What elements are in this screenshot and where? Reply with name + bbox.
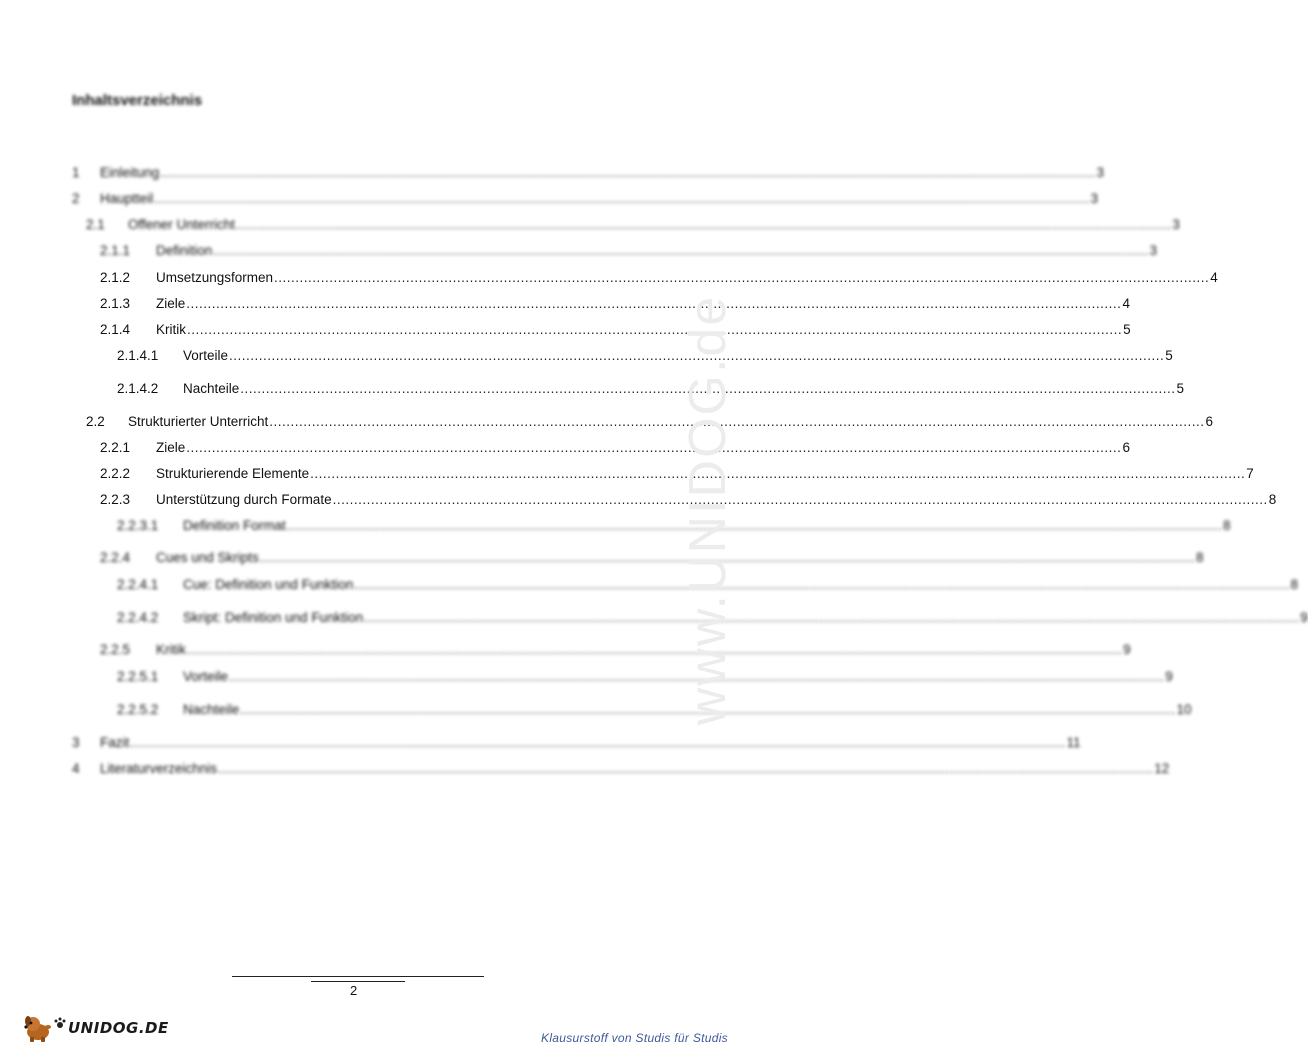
toc-leader: Definition ............................................................................................................................................................................................................................ 3 — [156, 241, 642, 261]
toc-number: 2 — [72, 191, 80, 206]
toc-title: Fazit — [100, 735, 130, 750]
toc-page: 3 — [1096, 165, 1104, 180]
toc-page: 5 — [1123, 322, 1131, 337]
toc-page: 8 — [1222, 518, 1231, 533]
toc-entry — [0, 667, 1173, 687]
toc-leader: Kritik ............................................................................................................................................................................................................................ 5 — [156, 320, 642, 340]
toc-title: Vorteile — [183, 669, 229, 684]
toc-entry — [0, 759, 1170, 779]
toc-page: 3 — [1149, 243, 1157, 258]
toc-title: Definition — [156, 243, 213, 258]
unidog-logo — [22, 1013, 169, 1043]
toc-title: Literaturverzeichnis — [100, 761, 218, 776]
toc-page: 8 — [1195, 550, 1204, 565]
toc-title: Nachteile — [183, 702, 240, 717]
toc-number: 2.2.5.1 — [117, 669, 159, 684]
page-number: 2 — [350, 983, 358, 998]
toc-title: Strukturierter Unterricht — [128, 414, 269, 429]
toc-number: 2.1 — [86, 217, 105, 232]
toc-title: Kritik — [156, 322, 186, 337]
toc-page: 10 — [1176, 702, 1192, 717]
toc-leader: Literaturverzeichnis ............................................................................................................................................................................................................................ 12 — [100, 759, 642, 779]
toc-leader: Vorteile ............................................................................................................................................................................................................................ 5 — [183, 346, 642, 366]
toc-leader: Umsetzungsformen ............................................................................................................................................................................................................................ 4 — [156, 268, 642, 288]
toc-number: 2.2.1 — [100, 440, 131, 455]
toc-page: 7 — [1246, 466, 1254, 481]
toc-title: Umsetzungsformen — [156, 270, 274, 285]
toc-entry — [0, 575, 1299, 595]
toc-entry — [0, 189, 1098, 209]
toc-title: Kritik — [156, 642, 186, 657]
toc-page: 12 — [1154, 761, 1170, 776]
toc-page: 9 — [1300, 610, 1308, 625]
toc-leader: Einleitung ............................................................................................................................................................................................................................ 3 — [100, 163, 642, 183]
toc-page: 8 — [1268, 492, 1277, 507]
toc-leader: Nachteile ............................................................................................................................................................................................................................ 5 — [183, 379, 642, 399]
toc-page: 6 — [1122, 440, 1130, 455]
toc-title: Einleitung — [100, 165, 160, 180]
toc-page: 3 — [1090, 191, 1098, 206]
toc-number: 1 — [72, 165, 80, 180]
toc-page: 5 — [1165, 348, 1173, 363]
toc-number: 2.1.1 — [100, 243, 131, 258]
toc-page: 5 — [1176, 381, 1184, 396]
logo-text: UNIDOG.DE — [68, 1019, 169, 1037]
footer-tagline: Klausurstoff von Studis für Studis — [541, 1031, 728, 1045]
toc-number: 2.1.4.2 — [117, 381, 159, 396]
footnote-rule-short — [311, 981, 405, 982]
toc-title: Ziele — [156, 296, 186, 311]
page-title: Inhaltsverzeichnis — [72, 92, 203, 109]
toc-leader: Ziele ............................................................................................................................................................................................................................ 6 — [156, 438, 642, 458]
toc-leader: Definition Format ............................................................................................................................................................................................................................ 8 — [183, 516, 642, 536]
toc-number: 2.1.4.1 — [117, 348, 159, 363]
paw-icon — [54, 1017, 66, 1029]
toc-leader: Strukturierende Elemente ............................................................................................................................................................................................................................ 7 — [156, 464, 642, 484]
toc-title: Skript: Definition und Funktion — [183, 610, 364, 625]
toc-leader: Fazit ............................................................................................................................................................................................................................ 11 — [100, 733, 642, 753]
toc-number: 2.2.3.1 — [117, 518, 159, 533]
toc-page: 4 — [1122, 296, 1130, 311]
toc-title: Cue: Definition und Funktion — [183, 577, 354, 592]
toc-entry — [0, 490, 1277, 510]
toc-entry — [0, 412, 1213, 432]
toc-leader: Cues und Skripts ............................................................................................................................................................................................................................ 8 — [156, 548, 642, 568]
toc-page: 9 — [1123, 642, 1131, 657]
toc-title: Nachteile — [183, 381, 240, 396]
toc-entry — [0, 379, 1184, 399]
toc-title: Definition Format — [183, 518, 286, 533]
toc-leader: Cue: Definition und Funktion ............................................................................................................................................................................................................................ 8 — [183, 575, 642, 595]
toc-number: 2.2.5.2 — [117, 702, 159, 717]
toc-entry — [0, 733, 1081, 753]
toc-page: 6 — [1205, 414, 1213, 429]
toc-entry — [0, 294, 1130, 314]
footnote-rule — [232, 976, 484, 977]
toc-title: Unterstützung durch Formate — [156, 492, 332, 507]
toc-number: 2.1.2 — [100, 270, 131, 285]
toc-page: 3 — [1172, 217, 1180, 232]
toc-leader: Nachteile ............................................................................................................................................................................................................................ 10 — [183, 700, 642, 720]
toc-entry — [0, 241, 1157, 261]
toc-leader: Unterstützung durch Formate ............................................................................................................................................................................................................................ 8 — [156, 490, 642, 510]
toc-number: 2.2.4.1 — [117, 577, 159, 592]
toc-entry — [0, 320, 1131, 340]
toc-entry — [0, 438, 1130, 458]
toc-entry — [0, 516, 1231, 536]
toc-entry — [0, 268, 1218, 288]
toc-entry — [0, 346, 1173, 366]
toc-entry — [0, 700, 1192, 720]
toc-leader: Kritik ............................................................................................................................................................................................................................ 9 — [156, 640, 642, 660]
toc-leader: Hauptteil ............................................................................................................................................................................................................................ 3 — [100, 189, 642, 209]
toc-entry — [0, 215, 1180, 235]
toc-number: 2.2.3 — [100, 492, 131, 507]
toc-title: Vorteile — [183, 348, 229, 363]
toc-page: 9 — [1165, 669, 1173, 684]
toc-entry — [0, 464, 1254, 484]
toc-number: 2.1.3 — [100, 296, 131, 311]
toc-leader: Skript: Definition und Funktion ............................................................................................................................................................................................................................ 9 — [183, 608, 642, 628]
dog-mascot-icon — [22, 1013, 56, 1043]
toc-number: 2.2.2 — [100, 466, 131, 481]
toc-leader: Ziele ............................................................................................................................................................................................................................ 4 — [156, 294, 642, 314]
toc-entry — [0, 608, 1308, 628]
toc-title: Strukturierende Elemente — [156, 466, 310, 481]
toc-entry — [0, 163, 1104, 183]
toc-number: 2.2.4 — [100, 550, 131, 565]
toc-entry — [0, 548, 1204, 568]
toc-page: 4 — [1210, 270, 1218, 285]
toc-page: 8 — [1290, 577, 1299, 592]
toc-number: 2.2 — [86, 414, 105, 429]
toc-leader: Offener Unterricht ............................................................................................................................................................................................................................ 3 — [128, 215, 642, 235]
watermark: www.UNIDOG.de — [679, 294, 737, 726]
toc-leader: Vorteile ............................................................................................................................................................................................................................ 9 — [183, 667, 642, 687]
toc-entry — [0, 640, 1131, 660]
toc-title: Ziele — [156, 440, 186, 455]
toc-number: 3 — [72, 735, 80, 750]
toc-title: Cues und Skripts — [156, 550, 259, 565]
toc-number: 4 — [72, 761, 80, 776]
toc-title: Offener Unterricht — [128, 217, 236, 232]
toc-page: 11 — [1066, 735, 1081, 750]
toc-leader: Strukturierter Unterricht ............................................................................................................................................................................................................................ 6 — [128, 412, 642, 432]
toc-number: 2.2.4.2 — [117, 610, 159, 625]
toc-number: 2.2.5 — [100, 642, 131, 657]
toc-number: 2.1.4 — [100, 322, 131, 337]
toc-title: Hauptteil — [100, 191, 154, 206]
